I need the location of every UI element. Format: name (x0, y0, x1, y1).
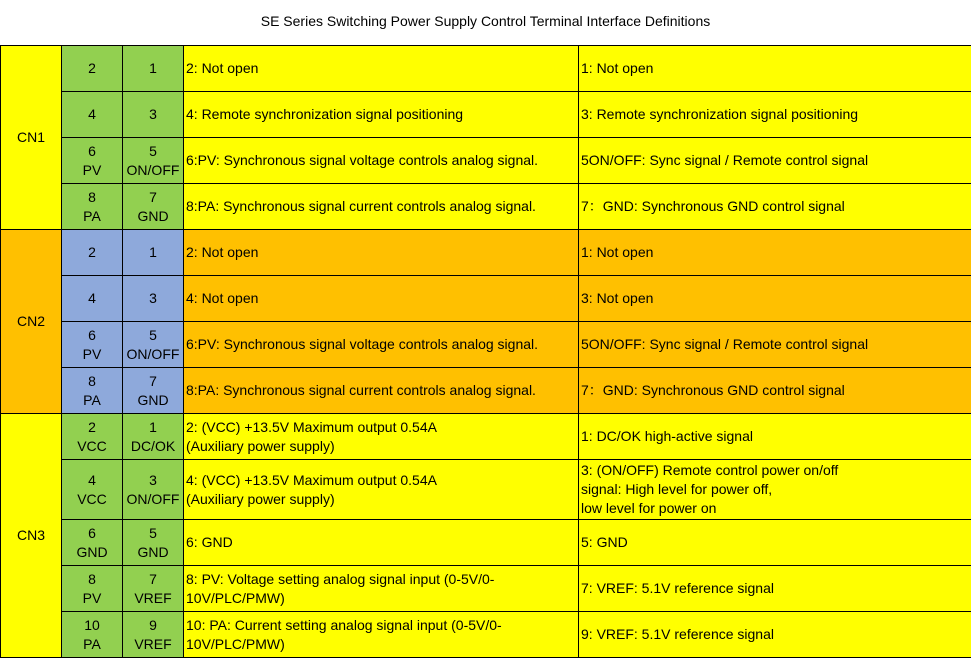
cell-text-line: (Auxiliary power supply) (186, 490, 578, 509)
pin-odd-cell (123, 230, 184, 276)
cell-text-line: 2: Not open (186, 59, 578, 78)
cell-text-line: 1 (123, 243, 183, 262)
cell-text-line: 5ON/OFF: Sync signal / Remote control signal (581, 335, 971, 354)
pin-odd-cell (123, 520, 184, 566)
desc-even-cell (184, 138, 579, 184)
cell-text-line: 10V/PLC/PMW) (186, 589, 578, 608)
pin-even-cell (62, 368, 123, 414)
cell-text-line: 9: VREF: 5.1V reference signal (581, 625, 971, 644)
cell-text-line: VREF (123, 635, 183, 654)
desc-odd-cell (579, 184, 971, 230)
cell-text-line: 8 (62, 188, 122, 207)
cell-text-line: 3: Remote synchronization signal positioning (581, 105, 971, 124)
table-row (1, 414, 971, 460)
cell-text-line: 5 (123, 524, 183, 543)
cell-text-line: 2 (62, 418, 122, 437)
pin-odd-cell (123, 368, 184, 414)
cell-text-line: 1 (123, 418, 183, 437)
page-title: SE Series Switching Power Supply Control Terminal Interface Definitions (0, 0, 971, 45)
cell-text-line: 8: PV: Voltage setting analog signal input (0-5V/0- (186, 570, 578, 589)
desc-even-cell (184, 322, 579, 368)
table-row (1, 612, 971, 658)
cell-text-line: GND (123, 391, 183, 410)
desc-odd-cell (579, 566, 971, 612)
cell-text-line: VREF (123, 589, 183, 608)
cell-text-line: PV (62, 161, 122, 180)
cell-text-line: 4 (62, 105, 122, 124)
desc-even-cell (184, 460, 579, 520)
cell-text-line: 3 (123, 471, 183, 490)
cell-text-line: 3 (123, 105, 183, 124)
cell-text-line: VCC (62, 437, 122, 456)
desc-odd-cell (579, 230, 971, 276)
cell-text-line: 8 (62, 570, 122, 589)
desc-even-cell (184, 230, 579, 276)
pin-odd-cell (123, 322, 184, 368)
pin-even-cell (62, 46, 123, 92)
cell-text-line: 2: (VCC) +13.5V Maximum output 0.54A (186, 418, 578, 437)
cell-text-line: 6:PV: Synchronous signal voltage controls analog signal. (186, 151, 578, 170)
desc-even-cell (184, 566, 579, 612)
pin-odd-cell (123, 92, 184, 138)
cell-text-line: 4: Remote synchronization signal positioning (186, 105, 578, 124)
cell-text-line: low level for power on (581, 499, 971, 518)
desc-even-cell (184, 612, 579, 658)
cell-text-line: 3: (ON/OFF) Remote control power on/off (581, 461, 971, 480)
cell-text-line: 3: Not open (581, 289, 971, 308)
desc-odd-cell (579, 460, 971, 520)
desc-odd-cell (579, 612, 971, 658)
table-row (1, 276, 971, 322)
table-row (1, 138, 971, 184)
pin-odd-cell (123, 138, 184, 184)
cell-text-line: 5ON/OFF: Sync signal / Remote control signal (581, 151, 971, 170)
cell-text-line: 5: GND (581, 533, 971, 552)
desc-even-cell (184, 46, 579, 92)
table-row (1, 460, 971, 520)
pin-even-cell (62, 184, 123, 230)
pin-even-cell (62, 92, 123, 138)
desc-odd-cell (579, 520, 971, 566)
table-row (1, 322, 971, 368)
cell-text-line: 5 (123, 326, 183, 345)
desc-odd-cell (579, 138, 971, 184)
cell-text-line: 2 (62, 243, 122, 262)
pin-odd-cell (123, 184, 184, 230)
cell-text-line: 4: Not open (186, 289, 578, 308)
desc-even-cell (184, 368, 579, 414)
table-row (1, 520, 971, 566)
desc-odd-cell (579, 368, 971, 414)
cell-text-line: GND (123, 543, 183, 562)
cell-text-line: PA (62, 207, 122, 226)
desc-odd-cell (579, 414, 971, 460)
pin-even-cell (62, 520, 123, 566)
pin-even-cell (62, 566, 123, 612)
cell-text-line: 7: VREF: 5.1V reference signal (581, 579, 971, 598)
pin-odd-cell (123, 566, 184, 612)
cell-text-line: 8:PA: Synchronous signal current controls analog signal. (186, 197, 578, 216)
desc-even-cell (184, 520, 579, 566)
cell-text-line: GND (123, 207, 183, 226)
cell-text-line: 6 (62, 326, 122, 345)
cell-text-line: DC/OK (123, 437, 183, 456)
desc-even-cell (184, 92, 579, 138)
table-row (1, 46, 971, 92)
desc-even-cell (184, 184, 579, 230)
pin-even-cell (62, 612, 123, 658)
cell-text-line: 7 (123, 188, 183, 207)
cell-text-line: 9 (123, 616, 183, 635)
table-row (1, 92, 971, 138)
pin-odd-cell (123, 276, 184, 322)
cell-text-line: 8:PA: Synchronous signal current controls analog signal. (186, 381, 578, 400)
desc-even-cell (184, 414, 579, 460)
pin-odd-cell (123, 612, 184, 658)
cell-text-line: 2 (62, 59, 122, 78)
cell-text-line: 8 (62, 372, 122, 391)
cell-text-line: PA (62, 391, 122, 410)
cell-text-line: 4 (62, 471, 122, 490)
desc-odd-cell (579, 46, 971, 92)
cell-text-line: 7：GND: Synchronous GND control signal (581, 381, 971, 400)
table-row (1, 566, 971, 612)
cell-text-line: ON/OFF (123, 490, 183, 509)
cell-text-line: 6 (62, 142, 122, 161)
table-row (1, 230, 971, 276)
cell-text-line: 7：GND: Synchronous GND control signal (581, 197, 971, 216)
table-row (1, 368, 971, 414)
cell-text-line: 1: Not open (581, 243, 971, 262)
pin-even-cell (62, 276, 123, 322)
pin-even-cell (62, 230, 123, 276)
cell-text-line: 6 (62, 524, 122, 543)
connector-label-cn1: CN1 (1, 46, 62, 230)
cell-text-line: 1 (123, 59, 183, 78)
cell-text-line: 2: Not open (186, 243, 578, 262)
pin-odd-cell (123, 460, 184, 520)
desc-odd-cell (579, 276, 971, 322)
cell-text-line: 5 (123, 142, 183, 161)
desc-even-cell (184, 276, 579, 322)
desc-odd-cell (579, 322, 971, 368)
pin-even-cell (62, 138, 123, 184)
pin-even-cell (62, 460, 123, 520)
pin-odd-cell (123, 414, 184, 460)
cell-text-line: signal: High level for power off, (581, 480, 971, 499)
cell-text-line: 1: Not open (581, 59, 971, 78)
pin-odd-cell (123, 46, 184, 92)
connector-label-cn2: CN2 (1, 230, 62, 414)
cell-text-line: 10V/PLC/PMW) (186, 635, 578, 654)
table-row (1, 184, 971, 230)
cell-text-line: ON/OFF (123, 161, 183, 180)
desc-odd-cell (579, 92, 971, 138)
cell-text-line: GND (62, 543, 122, 562)
cell-text-line: 6: GND (186, 533, 578, 552)
cell-text-line: PA (62, 635, 122, 654)
connector-label-cn3: CN3 (1, 414, 62, 658)
cell-text-line: PV (62, 345, 122, 364)
cell-text-line: 7 (123, 372, 183, 391)
cell-text-line: 3 (123, 289, 183, 308)
pin-even-cell (62, 414, 123, 460)
terminal-definition-table (0, 45, 971, 658)
cell-text-line: PV (62, 589, 122, 608)
cell-text-line: ON/OFF (123, 345, 183, 364)
cell-text-line: 10: PA: Current setting analog signal input (0-5V/0- (186, 616, 578, 635)
cell-text-line: 6:PV: Synchronous signal voltage controls analog signal. (186, 335, 578, 354)
cell-text-line: 7 (123, 570, 183, 589)
cell-text-line: 4 (62, 289, 122, 308)
cell-text-line: (Auxiliary power supply) (186, 437, 578, 456)
cell-text-line: 1: DC/OK high-active signal (581, 427, 971, 446)
cell-text-line: VCC (62, 490, 122, 509)
cell-text-line: 4: (VCC) +13.5V Maximum output 0.54A (186, 471, 578, 490)
pin-even-cell (62, 322, 123, 368)
cell-text-line: 10 (62, 616, 122, 635)
